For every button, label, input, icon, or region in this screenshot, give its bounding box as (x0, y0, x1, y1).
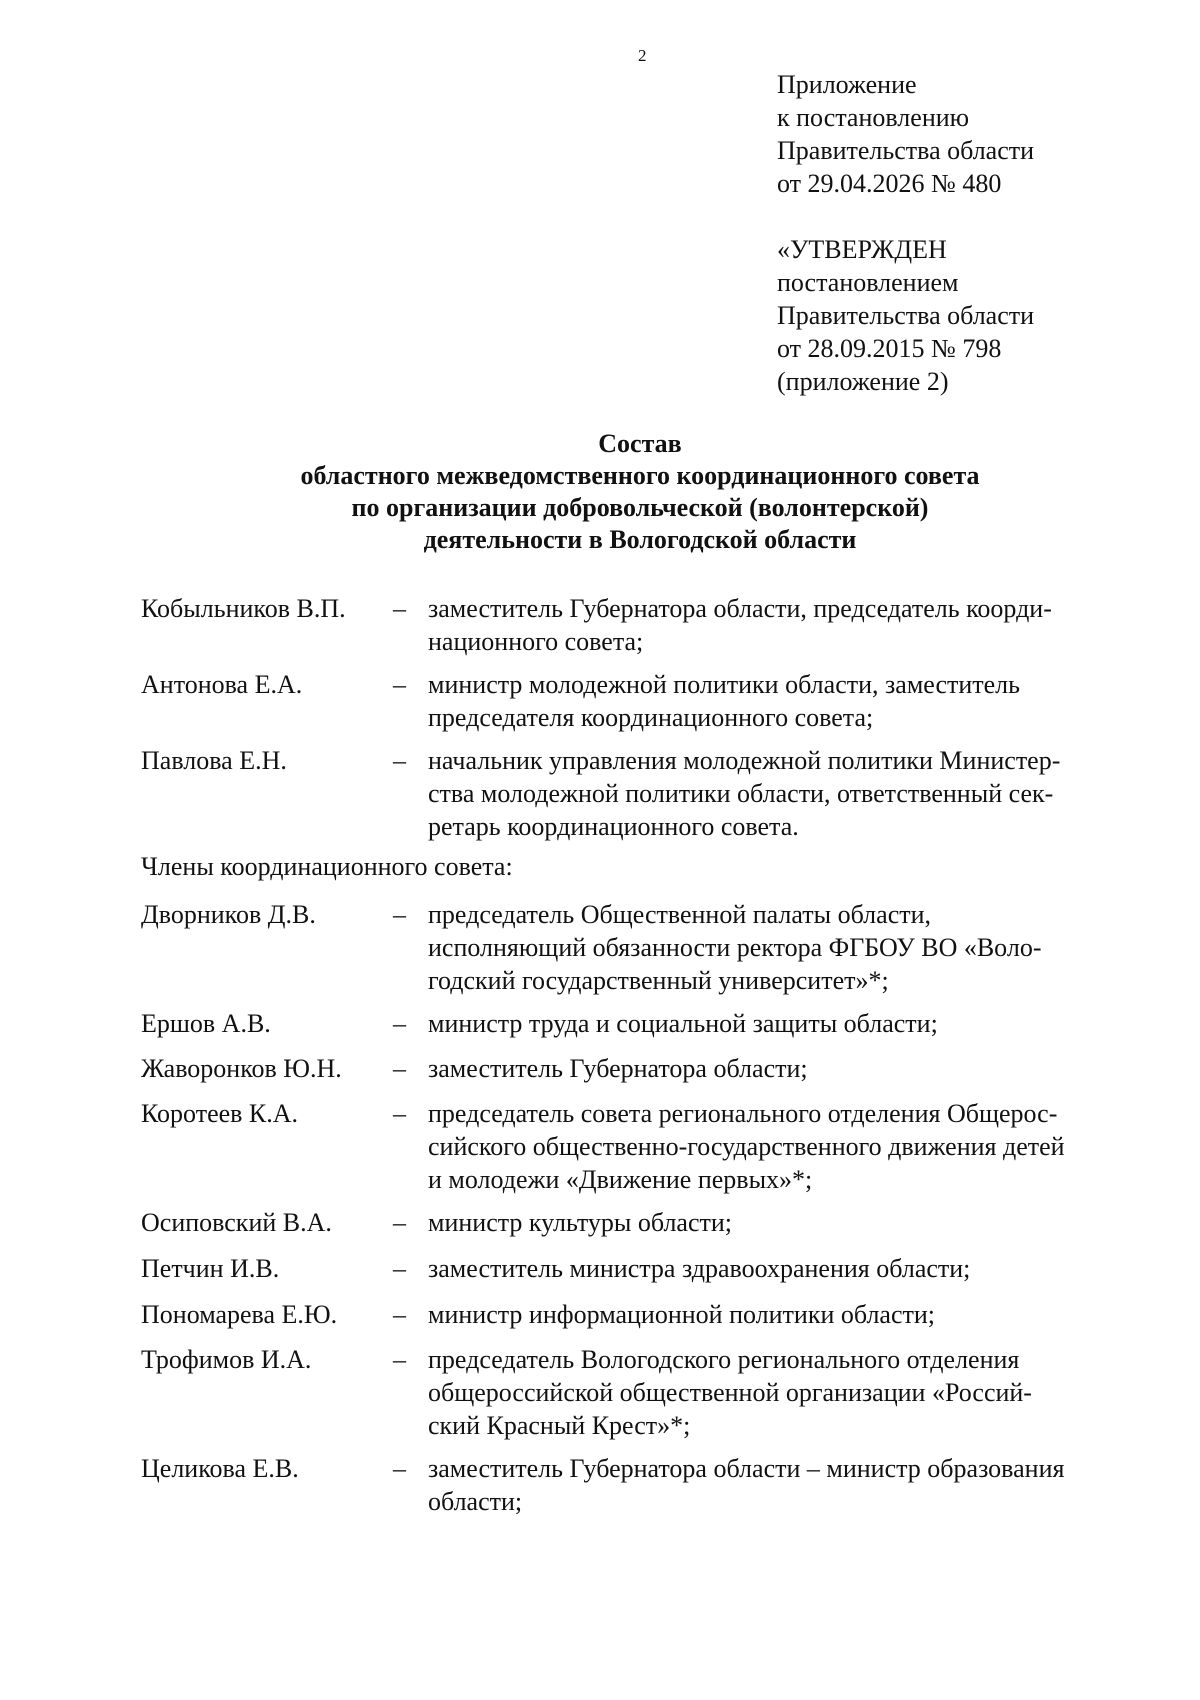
appendix-line: к постановлению (777, 103, 970, 132)
position-line: министр информационной политики области; (428, 1300, 935, 1329)
member-position (428, 1343, 1133, 1442)
member-position (428, 898, 1133, 997)
position-line: министр молодежной политики области, заместитель (428, 670, 1021, 699)
position-line: национного совета; (428, 627, 644, 656)
member-name: Дворников Д.В. (141, 900, 316, 929)
members-heading: Члены координационного совета: (141, 852, 513, 881)
position-line: общероссийской общественной организации «Россий- (428, 1378, 1032, 1407)
member-name: Павлова Е.Н. (141, 746, 287, 775)
member-name: Ершов А.В. (141, 1009, 271, 1038)
title-line: деятельности в Вологодской области (423, 525, 857, 554)
member-name: Трофимов И.А. (141, 1345, 312, 1374)
position-line: председателя координационного совета; (428, 703, 874, 732)
approved-line: «УТВЕРЖДЕН (777, 235, 947, 264)
dash-separator: – (393, 670, 406, 699)
dash-separator: – (393, 1009, 406, 1038)
position-line: председатель Вологодского регионального отделения (428, 1345, 1020, 1374)
title-line: областного межведомственного координационного совета (300, 461, 980, 490)
position-line: ский Красный Крест»*; (428, 1411, 691, 1440)
member-position (428, 1452, 1133, 1518)
dash-separator: – (393, 1099, 406, 1128)
position-line: заместитель Губернатора области; (428, 1054, 808, 1083)
position-line: области; (428, 1487, 523, 1516)
approved-line: постановлением (777, 268, 959, 297)
position-line: исполняющий обязанности ректора ФГБОУ ВО «Воло- (428, 933, 1042, 962)
position-line: сийского общественно-государственного движения детей (428, 1132, 1065, 1161)
approved-line: (приложение 2) (777, 367, 949, 396)
member-name: Кобыльников В.П. (141, 594, 346, 623)
member-name: Коротеев К.А. (141, 1099, 299, 1128)
member-position (428, 1052, 1133, 1085)
position-line: ства молодежной политики области, ответственный сек- (428, 779, 1054, 808)
position-line: председатель совета регионального отделения Общерос- (428, 1099, 1058, 1128)
dash-separator: – (393, 746, 406, 775)
approved-line: от 28.09.2015 № 798 (777, 334, 1002, 363)
member-name: Антонова Е.А. (141, 670, 303, 699)
dash-separator: – (393, 1208, 406, 1237)
member-position (428, 592, 1133, 658)
dash-separator: – (393, 1345, 406, 1374)
member-position (428, 1298, 1133, 1331)
position-line: министр культуры области; (428, 1208, 733, 1237)
position-line: министр труда и социальной защиты области; (428, 1009, 938, 1038)
position-line: начальник управления молодежной политики Министер- (428, 746, 1061, 775)
approval-stamp-text (777, 233, 1034, 398)
dash-separator: – (393, 1454, 406, 1483)
member-name: Петчин И.В. (141, 1254, 280, 1283)
title-line: по организации добровольческой (волонтерской) (351, 493, 929, 522)
member-name: Осиповский В.А. (141, 1208, 332, 1237)
dash-separator: – (393, 1254, 406, 1283)
member-name: Целикова Е.В. (141, 1454, 299, 1483)
appendix-line: от 29.04.2026 № 480 (777, 169, 1002, 198)
dash-separator: – (393, 1054, 406, 1083)
position-line: ретарь координационного совета. (428, 812, 799, 841)
member-position (428, 1206, 1133, 1239)
title-line: Состав (598, 429, 682, 458)
document-title (0, 428, 1200, 556)
dash-separator: – (393, 594, 406, 623)
position-line: заместитель министра здравоохранения области; (428, 1254, 971, 1283)
position-line: годский государственный университет»*; (428, 966, 889, 995)
position-line: председатель Общественной палаты области, (428, 900, 932, 929)
appendix-header (777, 68, 1034, 200)
position-line: заместитель Губернатора области – министр образования (428, 1454, 1065, 1483)
position-line: и молодежи «Движение первых»*; (428, 1165, 813, 1194)
page-number: 2 (638, 46, 647, 65)
member-position (428, 744, 1133, 843)
dash-separator: – (393, 900, 406, 929)
member-name: Жаворонков Ю.Н. (141, 1054, 342, 1083)
member-name: Пономарева Е.Ю. (141, 1300, 338, 1329)
member-position (428, 1252, 1133, 1285)
member-position (428, 1097, 1133, 1196)
member-position (428, 668, 1133, 734)
dash-separator: – (393, 1300, 406, 1329)
approved-line: Правительства области (777, 301, 1035, 330)
member-position (428, 1007, 1133, 1040)
appendix-line: Приложение (777, 70, 917, 99)
position-line: заместитель Губернатора области, председатель коорди- (428, 594, 1052, 623)
appendix-line: Правительства области (777, 136, 1035, 165)
